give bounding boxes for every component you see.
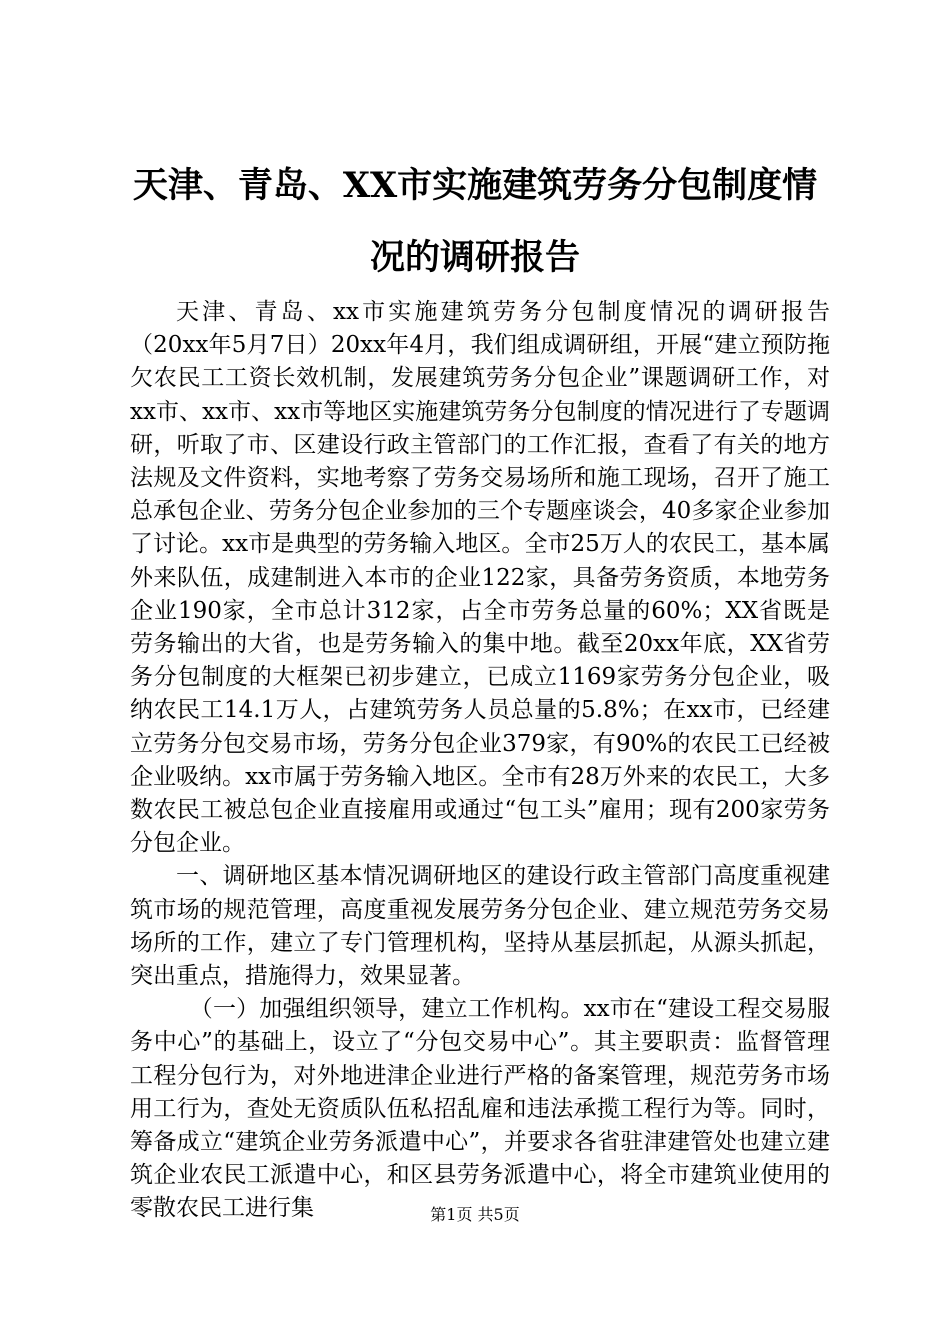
document-title: 天津、青岛、XX市实施建筑劳务分包制度情况的调研报告	[132, 165, 818, 278]
paragraph-subsection-one: （一）加强组织领导，建立工作机构。xx市在“建设工程交易服务中心”的基础上，设立了“分包交易中心”。其主要职责：监督管理工程分包行为，对外地进津企业进行严格的备案管理，规范劳务市场用工行为，查处无资质队伍私招乱雇和违法承揽工程行为等。同时，筹备成立“建筑企业劳务派遣中心”，并要求各省驻津建管处也建立建筑企业农民工派遣中心，和区县劳务派遣中心，将全市建筑业使用的零散农民工进行集	[130, 996, 830, 1222]
document-body	[130, 296, 830, 1226]
page-number-footer: 第1页 共5页	[430, 1205, 520, 1224]
paragraph-section-one: 一、调研地区基本情况调研地区的建设行政主管部门高度重视建筑市场的规范管理，高度重视发展劳务分包企业、建立规范劳务交易场所的工作，建立了专门管理机构，坚持从基层抓起，从源头抓起，突出重点，措施得力，效果显著。	[130, 863, 830, 990]
paragraph-intro: 天津、青岛、xx市实施建筑劳务分包制度情况的调研报告（20xx年5月7日）20xx年4月，我们组成调研组，开展“建立预防拖欠农民工工资长效机制，发展建筑劳务分包企业”课题调研工作，对xx市、xx市、xx市等地区实施建筑劳务分包制度的情况进行了专题调研，听取了市、区建设行政主管部门的工作汇报，查看了有关的地方法规及文件资料，实地考察了劳务交易场所和施工现场，召开了施工总承包企业、劳务分包企业参加的三个专题座谈会，40多家企业参加了讨论。xx市是典型的劳务输入地区。全市25万人的农民工，基本属外来队伍，成建制进入本市的企业122家，具备劳务资质，本地劳务企业190家，全市总计312家，占全市劳务总量的60%；XX省既是劳务输出的大省，也是劳务输入的集中地。截至20xx年底，XX省劳务分包制度的大框架已初步建立，已成立1169家劳务分包企业，吸纳农民工14.1万人，占建筑劳务人员总量的5.8%；在xx市，已经建立劳务分包交易市场，劳务分包企业379家，有90%的农民工已经被企业吸纳。xx市属于劳务输入地区。全市有28万外来的农民工，大多数农民工被总包企业直接雇用或通过“包工头”雇用；现有200家劳务分包企业。	[130, 299, 830, 857]
